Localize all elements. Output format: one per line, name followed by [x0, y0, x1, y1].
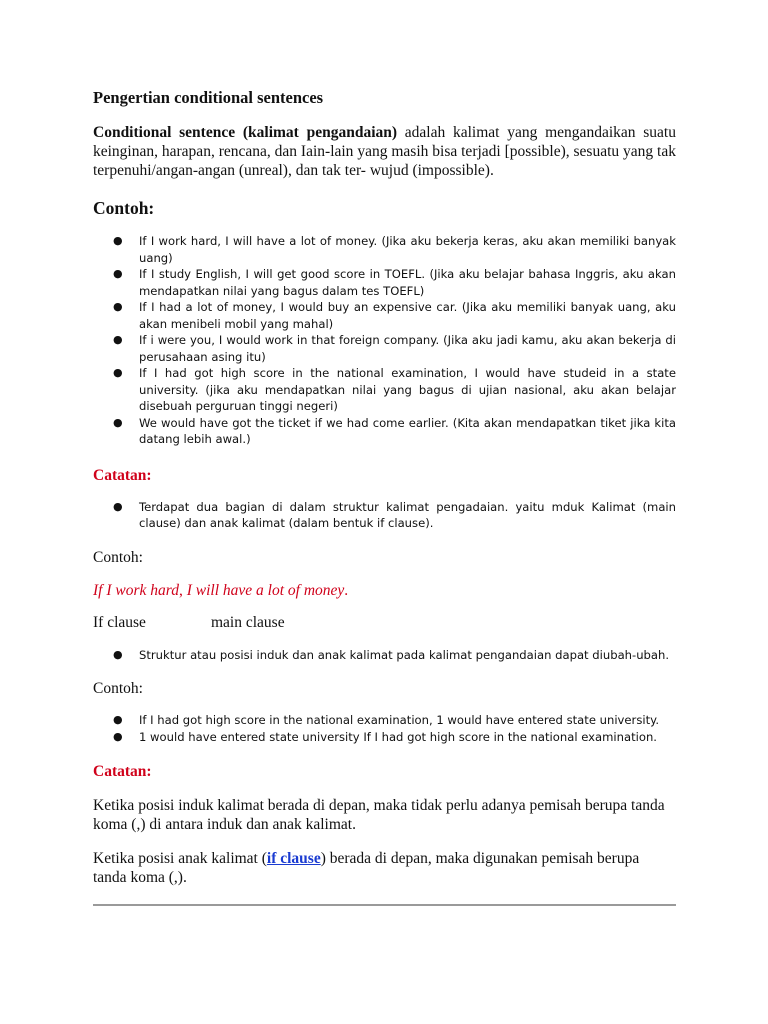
bullet-icon: ●	[113, 499, 123, 513]
red-example-period: .	[344, 581, 349, 599]
list-item	[93, 332, 676, 365]
if-clause-label: If clause	[93, 613, 146, 631]
note1-text: Terdapat dua bagian di dalam struktur kalimat pengadaian. yaitu mduk Kalimat (main clause) dan anak kalimat (dalam bentuk if clause).	[139, 499, 676, 530]
bullet-icon: ●	[113, 713, 123, 726]
page-title: Pengertian conditional sentences	[93, 88, 324, 107]
structure-text: Struktur atau posisi induk dan anak kalimat pada kalimat pengandaian dapat diubah-ubah.	[139, 647, 670, 662]
bullet-icon: ●	[113, 729, 123, 743]
example-text: If I work hard, I will have a lot of money. (Jika aku bekerja keras, aku akan memiliki banyak uang)	[139, 234, 676, 265]
list-item	[93, 266, 676, 299]
note2-p2-after: ) berada di depan, maka digunakan pemisah berupa tanda koma (,).	[93, 850, 640, 886]
bullet-icon: ●	[113, 415, 123, 429]
contoh2-label: Contoh:	[93, 548, 143, 566]
document-page	[93, 88, 676, 887]
note1-heading: Catatan:	[93, 466, 152, 484]
red-example-if: If I work hard	[93, 581, 179, 599]
structure-list	[93, 647, 676, 664]
note2-paragraph-1: Ketika posisi induk kalimat berada di depan, maka tidak perlu adanya pemisah berupa tanda koma (,) di antara induk dan anak kalimat.	[93, 797, 665, 833]
note2-paragraph-2	[93, 849, 676, 887]
example-text: If I study English, I will get good score in TOEFL. (Jika aku belajar bahasa Inggris, aku akan mendapatkan nilai yang bagus dalam tes TOEFL)	[139, 267, 676, 298]
note1-list	[93, 499, 676, 532]
bullet-icon: ●	[113, 300, 123, 313]
red-example	[93, 581, 676, 600]
red-example-comma: ,	[178, 581, 187, 599]
page-divider	[93, 904, 676, 906]
bullet-icon: ●	[113, 366, 123, 379]
list-item	[93, 299, 676, 332]
intro-text: adalah kalimat yang mengandaikan suatu keinginan, harapan, rencana, dan Iain-lain yang masih bisa terjadi [possible), sesuatu yang tak terpenuhi/angan-angan (unreal), dan tak ter- wujud (impossible).	[93, 124, 676, 179]
bullet-icon: ●	[113, 647, 123, 661]
bullet-icon: ●	[113, 234, 123, 247]
example-text: If I had a lot of money, I would buy an expensive car. (Jika aku memiliki banyak uang, aku akan menibeli mobil yang mahal)	[139, 300, 676, 331]
list-item	[93, 233, 676, 266]
example-text: If I had got high score in the national examination, I would have studeid in a state university. (jika aku mendapatkan nilai yang bagus di ujian nasional, aku akan belajar disebuah perguruan tinggi negeri)	[139, 366, 676, 413]
list-item	[93, 712, 676, 729]
intro-term: Conditional sentence (kalimat pengandaian)	[93, 124, 398, 141]
bullet-icon: ●	[113, 333, 123, 346]
example-text: If i were you, I would work in that foreign company. (Jika aku jadi kamu, aku akan bekerja di perusahaan asing itu)	[139, 333, 676, 364]
if-clause-link[interactable]: if clause	[266, 850, 321, 867]
example-text: We would have got the ticket if we had come earlier. (Kita akan mendapatkan tiket jika kita datang lebih awal.)	[139, 415, 676, 446]
structure-examples-list	[93, 712, 676, 745]
contoh3-label: Contoh:	[93, 680, 143, 697]
examples-list	[93, 233, 676, 448]
list-item	[93, 365, 676, 415]
note2-p2-before: Ketika posisi anak kalimat (	[93, 850, 267, 867]
structure-example-text: 1 would have entered state university If I had got high score in the national examination.	[139, 729, 657, 744]
note2-heading: Catatan:	[93, 763, 152, 780]
main-clause-label: main clause	[211, 613, 285, 631]
intro-paragraph	[93, 123, 676, 180]
list-item	[93, 499, 676, 532]
red-example-main: I will have a lot of money	[186, 581, 345, 599]
list-item	[93, 415, 676, 448]
bullet-icon: ●	[113, 267, 123, 280]
list-item	[93, 729, 676, 746]
clause-labels	[93, 613, 676, 632]
list-item	[93, 647, 676, 664]
examples-heading: Contoh:	[93, 198, 155, 218]
structure-example-text: If I had got high score in the national examination, 1 would have entered state university.	[139, 713, 660, 727]
